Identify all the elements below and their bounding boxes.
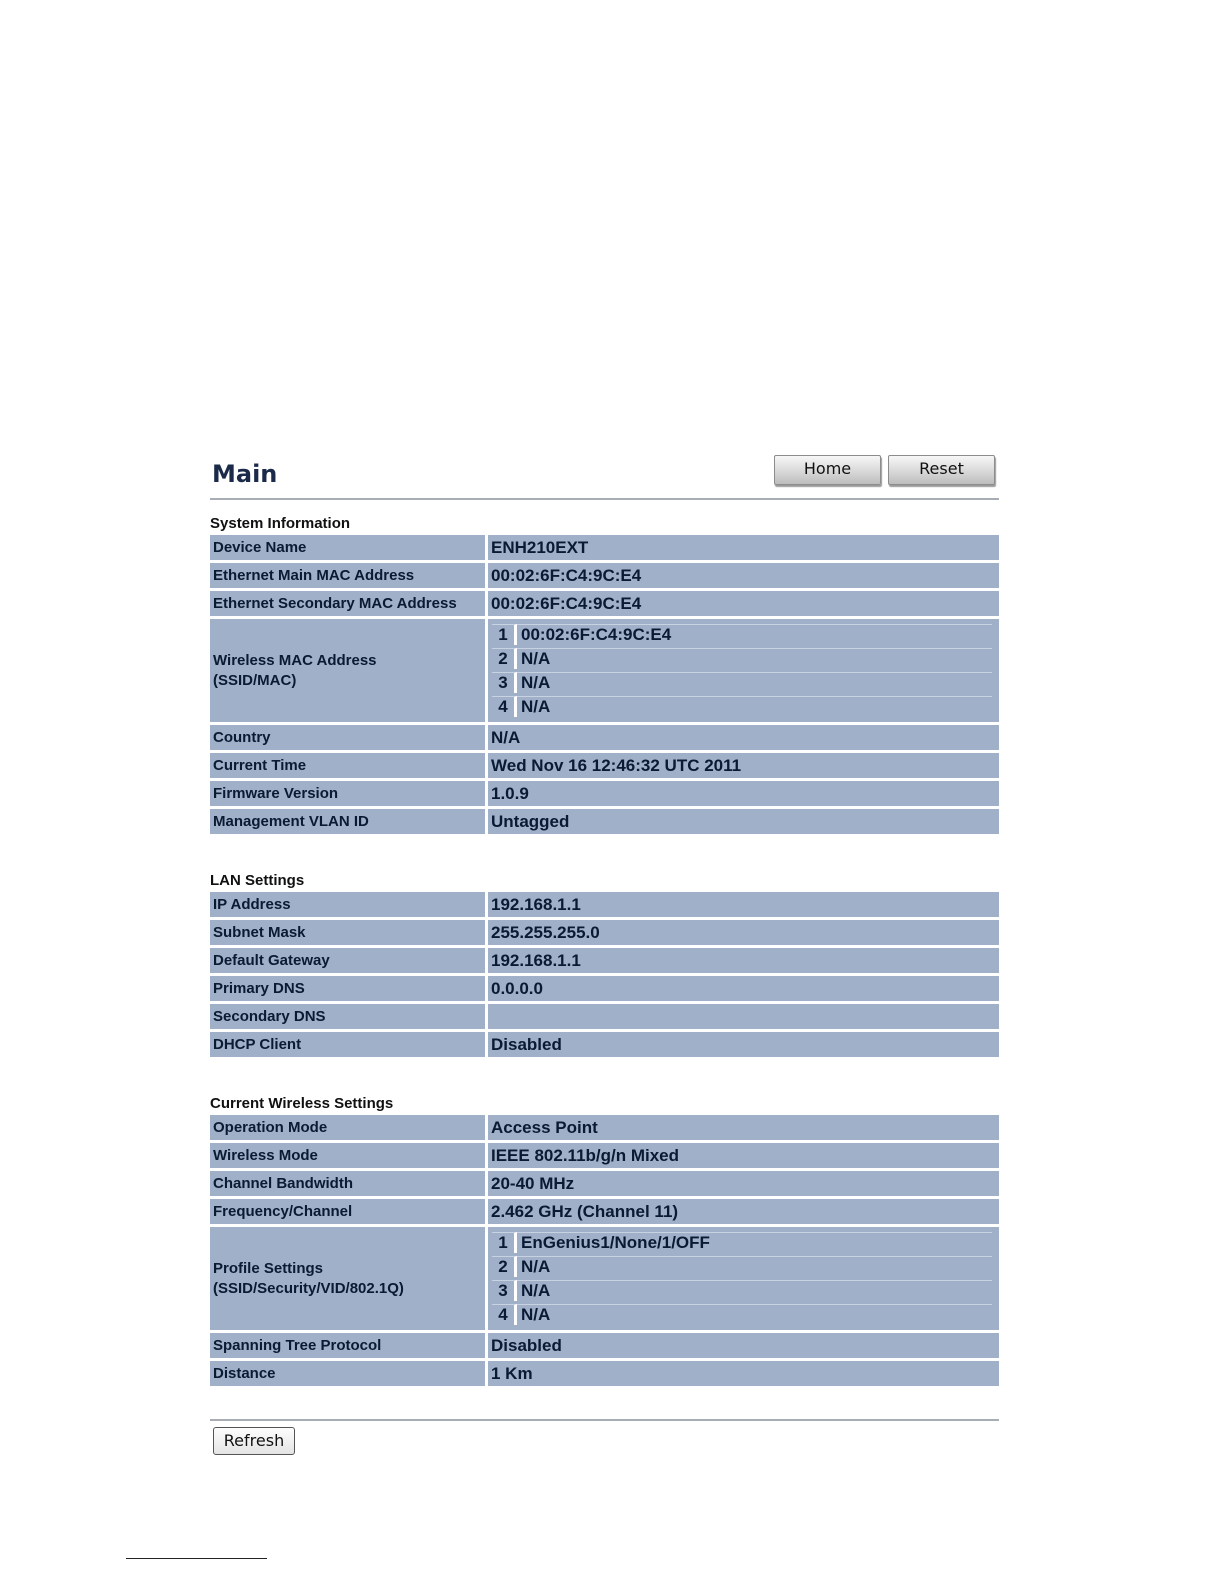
label-line: (SSID/Security/VID/802.1Q) xyxy=(213,1279,404,1297)
row-label: DHCP Client xyxy=(210,1032,488,1057)
row-label xyxy=(210,1227,488,1330)
section-title-wireless-settings: Current Wireless Settings xyxy=(210,1095,394,1112)
row-label: Management VLAN ID xyxy=(210,809,488,834)
list-item xyxy=(492,1232,992,1253)
profile-settings-list xyxy=(492,1229,992,1328)
table-row xyxy=(210,753,999,778)
table-row xyxy=(210,1032,999,1057)
entry-value: N/A xyxy=(517,1280,992,1301)
row-value xyxy=(488,1227,999,1330)
entry-number: 1 xyxy=(492,624,517,645)
row-label: Channel Bandwidth xyxy=(210,1171,488,1196)
row-value: 192.168.1.1 xyxy=(488,948,999,973)
table-row xyxy=(210,1143,999,1168)
system-information-table xyxy=(210,532,999,837)
label-line: (SSID/MAC) xyxy=(213,671,297,689)
section-title-lan-settings: LAN Settings xyxy=(210,872,305,889)
wireless-settings-table xyxy=(210,1112,999,1389)
main-page xyxy=(210,452,999,1455)
entry-value: N/A xyxy=(517,696,992,717)
reset-button[interactable]: Reset xyxy=(888,455,995,485)
entry-value: 00:02:6F:C4:9C:E4 xyxy=(517,624,992,645)
label-line: Wireless MAC Address xyxy=(213,651,377,669)
table-row xyxy=(210,1115,999,1140)
entry-number: 2 xyxy=(492,648,517,669)
row-label: Operation Mode xyxy=(210,1115,488,1140)
row-value: 2.462 GHz (Channel 11) xyxy=(488,1199,999,1224)
row-label: Ethernet Secondary MAC Address xyxy=(210,591,488,616)
table-row xyxy=(210,781,999,806)
entry-number: 1 xyxy=(492,1232,517,1253)
row-value: Access Point xyxy=(488,1115,999,1140)
table-row xyxy=(210,892,999,917)
row-label: Default Gateway xyxy=(210,948,488,973)
row-value: Disabled xyxy=(488,1333,999,1358)
footer-divider xyxy=(210,1419,999,1421)
row-value: N/A xyxy=(488,725,999,750)
row-value: 255.255.255.0 xyxy=(488,920,999,945)
table-row xyxy=(210,535,999,560)
table-row xyxy=(210,725,999,750)
row-value: 00:02:6F:C4:9C:E4 xyxy=(488,591,999,616)
entry-number: 3 xyxy=(492,672,517,693)
entry-value: N/A xyxy=(517,1304,992,1325)
row-value: ENH210EXT xyxy=(488,535,999,560)
table-row xyxy=(210,563,999,588)
row-value: IEEE 802.11b/g/n Mixed xyxy=(488,1143,999,1168)
entry-value: N/A xyxy=(517,1256,992,1277)
refresh-button[interactable]: Refresh xyxy=(213,1427,295,1455)
entry-number: 3 xyxy=(492,1280,517,1301)
table-row xyxy=(210,1333,999,1358)
row-label: Secondary DNS xyxy=(210,1004,488,1029)
home-button[interactable]: Home xyxy=(774,455,881,485)
row-label: Frequency/Channel xyxy=(210,1199,488,1224)
row-value: Disabled xyxy=(488,1032,999,1057)
row-label: Country xyxy=(210,725,488,750)
row-value xyxy=(488,1004,999,1029)
list-item xyxy=(492,672,992,693)
page-header xyxy=(210,452,999,500)
list-item xyxy=(492,624,992,645)
table-row xyxy=(210,1171,999,1196)
label-line: Profile Settings xyxy=(213,1259,324,1277)
row-label xyxy=(210,619,488,722)
row-value: 192.168.1.1 xyxy=(488,892,999,917)
table-row xyxy=(210,1199,999,1224)
list-item xyxy=(492,648,992,669)
list-item xyxy=(492,1256,992,1277)
row-label: Device Name xyxy=(210,535,488,560)
table-row xyxy=(210,809,999,834)
entry-number: 2 xyxy=(492,1256,517,1277)
row-label: Ethernet Main MAC Address xyxy=(210,563,488,588)
lan-settings-table xyxy=(210,889,999,1060)
row-value: Untagged xyxy=(488,809,999,834)
row-label: Subnet Mask xyxy=(210,920,488,945)
list-item xyxy=(492,1280,992,1301)
row-value xyxy=(488,619,999,722)
entry-value: EnGenius1/None/1/OFF xyxy=(517,1232,992,1253)
entry-value: N/A xyxy=(517,672,992,693)
row-value: 0.0.0.0 xyxy=(488,976,999,1001)
table-row xyxy=(210,1004,999,1029)
row-value: 20-40 MHz xyxy=(488,1171,999,1196)
row-value: 1 Km xyxy=(488,1361,999,1386)
row-label: Spanning Tree Protocol xyxy=(210,1333,488,1358)
row-value: 00:02:6F:C4:9C:E4 xyxy=(488,563,999,588)
table-row xyxy=(210,948,999,973)
row-label: Wireless Mode xyxy=(210,1143,488,1168)
row-label: IP Address xyxy=(210,892,488,917)
entry-number: 4 xyxy=(492,696,517,717)
entry-value: N/A xyxy=(517,648,992,669)
page-title: Main xyxy=(212,460,278,488)
table-row xyxy=(210,591,999,616)
row-value: 1.0.9 xyxy=(488,781,999,806)
row-label: Primary DNS xyxy=(210,976,488,1001)
table-row-profile-settings xyxy=(210,1227,999,1330)
list-item xyxy=(492,1304,992,1325)
row-label: Distance xyxy=(210,1361,488,1386)
list-item xyxy=(492,696,992,717)
section-title-system-information: System Information xyxy=(210,515,351,532)
row-label: Current Time xyxy=(210,753,488,778)
table-row xyxy=(210,920,999,945)
footnote-divider xyxy=(126,1558,267,1559)
table-row xyxy=(210,976,999,1001)
entry-number: 4 xyxy=(492,1304,517,1325)
table-row xyxy=(210,1361,999,1386)
wireless-mac-list xyxy=(492,621,992,720)
table-row-wireless-mac xyxy=(210,619,999,722)
row-label: Firmware Version xyxy=(210,781,488,806)
row-value: Wed Nov 16 12:46:32 UTC 2011 xyxy=(488,753,999,778)
